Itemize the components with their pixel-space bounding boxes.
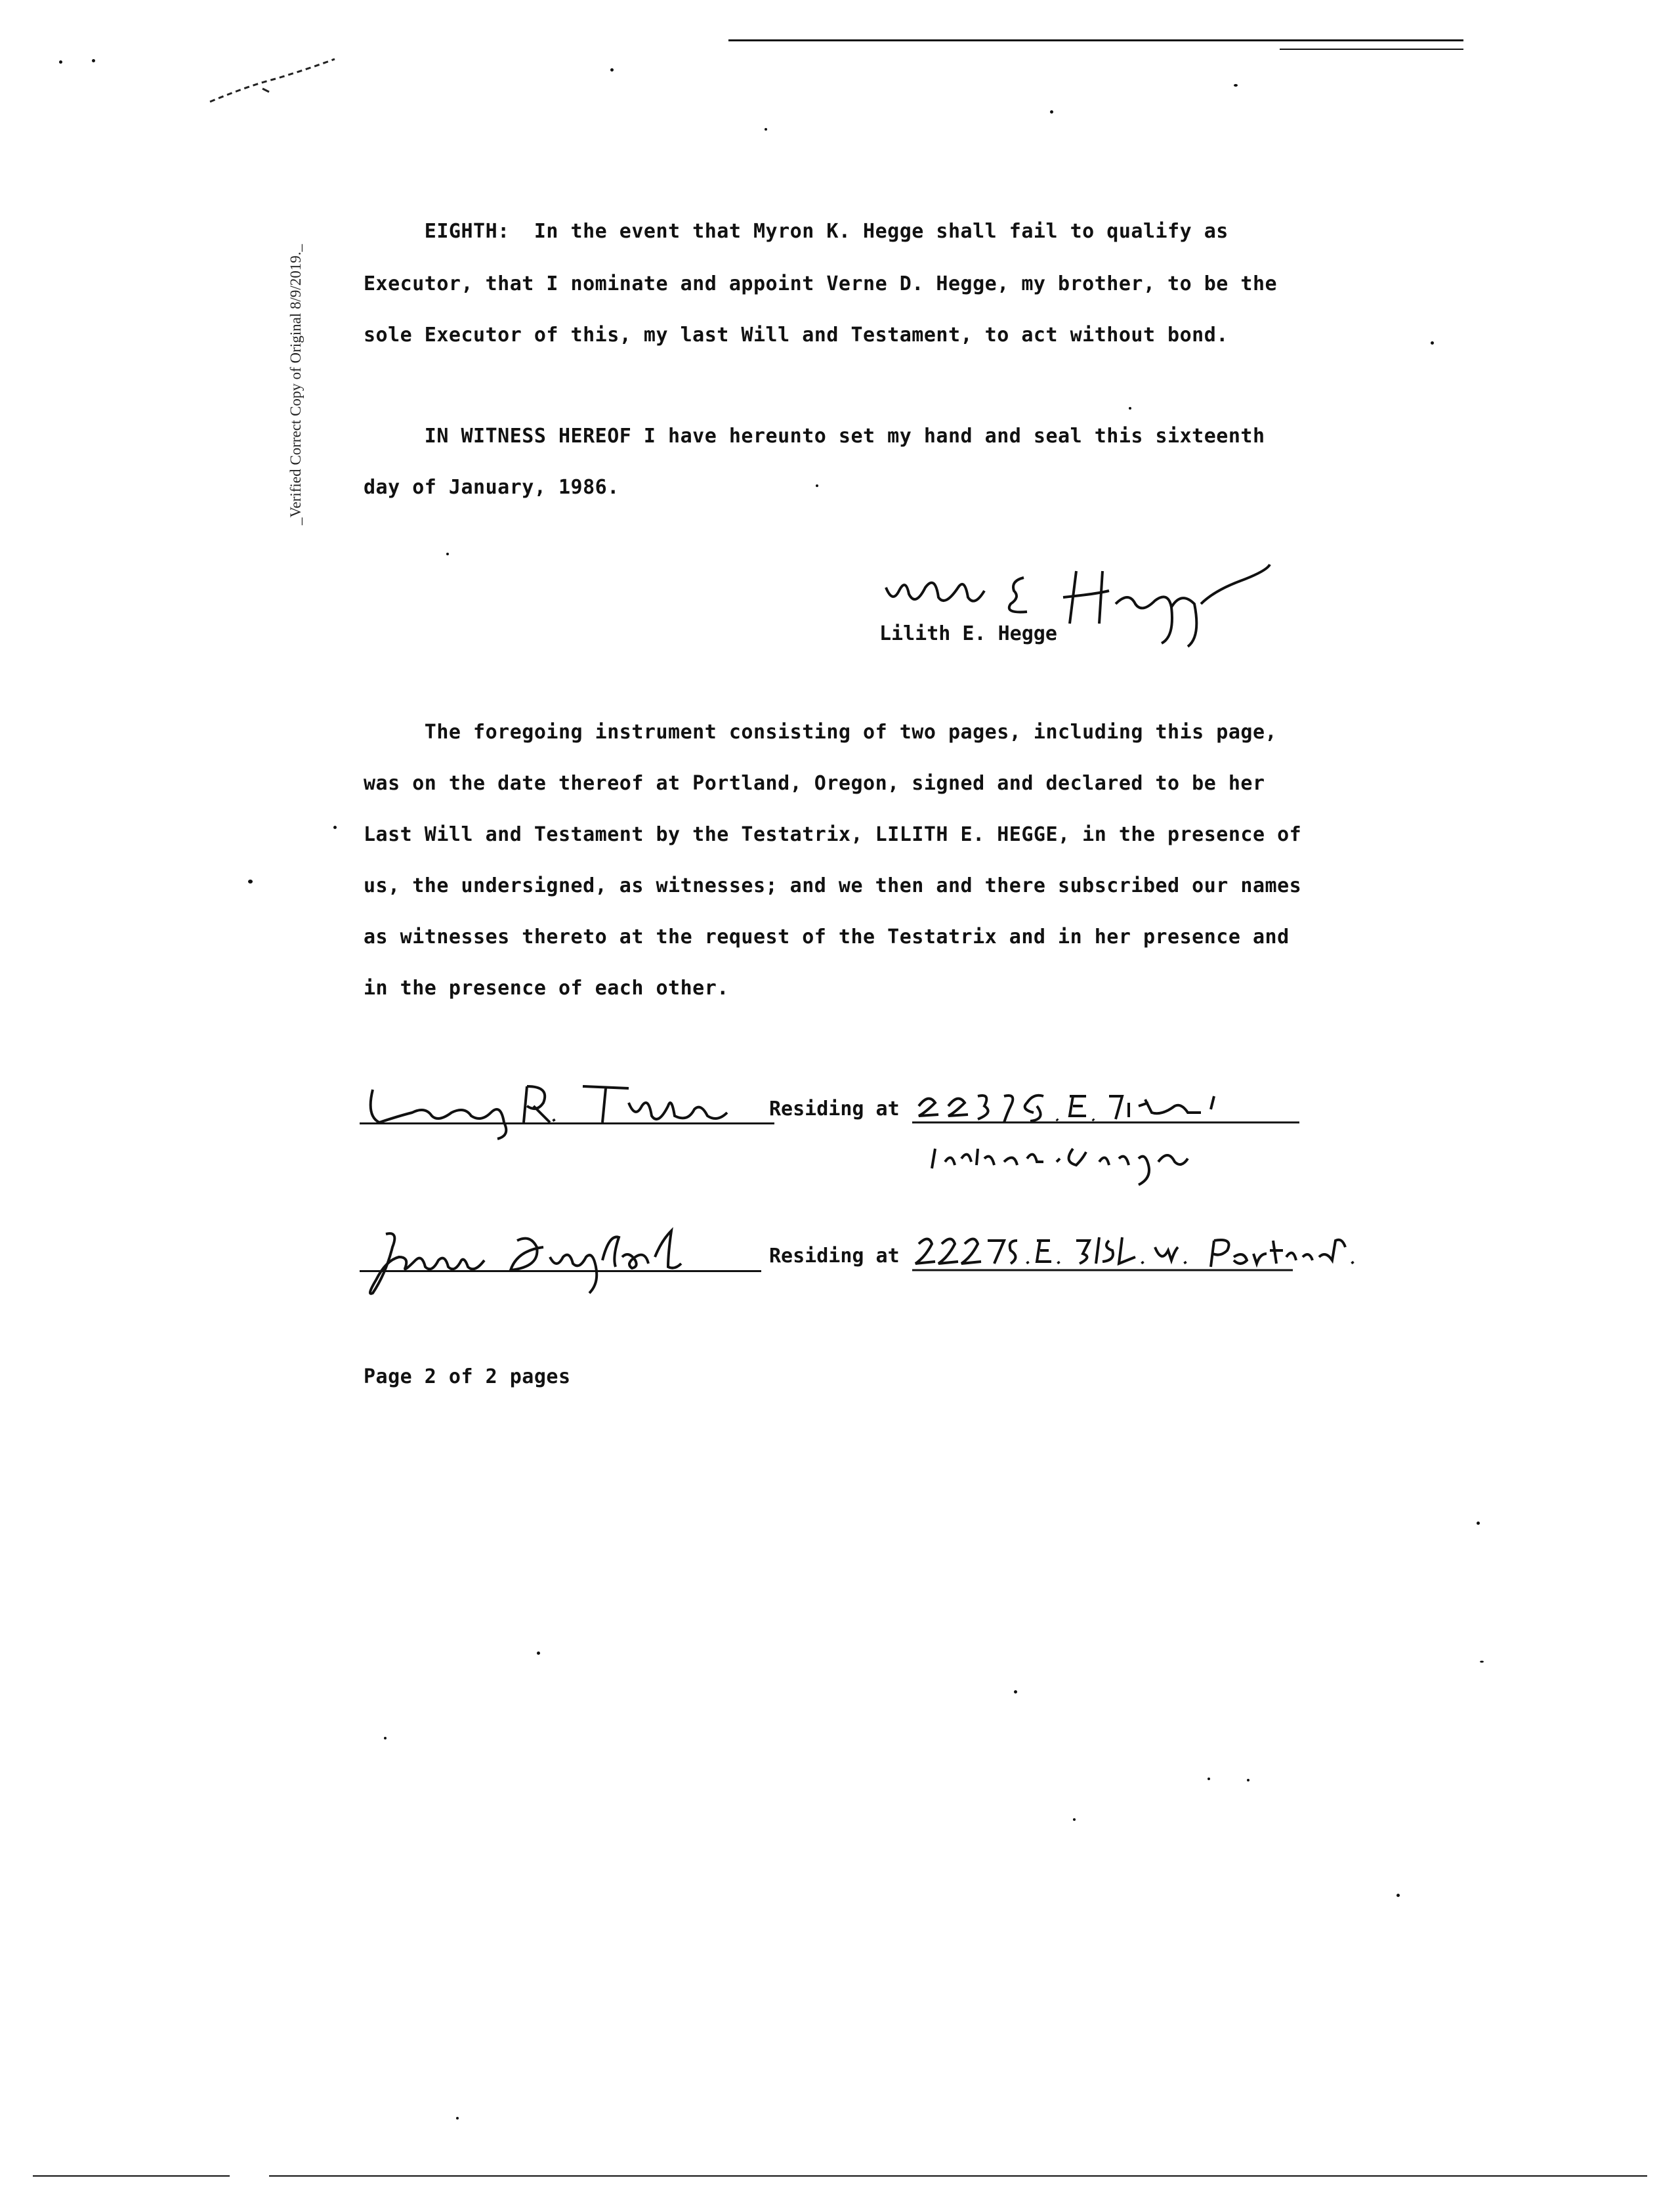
page-number: Page 2 of 2 pages [364,1365,571,1388]
attestation-line-1: The foregoing instrument consisting of two pages, including this page, [364,721,1278,744]
attestation-line-5: as witnesses thereto at the request of the Testatrix and in her presence and [364,926,1290,948]
scan-speck [1477,1522,1480,1525]
eighth-line-2: Executor, that I nominate and appoint Verne D. Hegge, my brother, to be the [364,272,1278,295]
witness-line-2: day of January, 1986. [364,476,620,499]
scan-border-bottom [269,2175,1647,2177]
scan-speck [765,128,767,131]
scan-speck [1247,1779,1250,1781]
scan-speck [1431,341,1434,345]
scan-border-top-2 [1280,49,1463,50]
attestation-line-6: in the presence of each other. [364,977,729,1000]
eighth-line-3: sole Executor of this, my last Will and Testament, to act without bond. [364,324,1228,347]
testatrix-printed-name: Lilith E. Hegge [879,622,1057,645]
scan-speck [1014,1690,1017,1694]
attestation-line-2: was on the date thereof at Portland, Oregon, signed and declared to be her [364,772,1265,795]
scan-speck [1480,1661,1484,1663]
scan-speck [333,826,337,829]
scan-scribble [197,39,354,105]
scan-speck [1234,84,1238,87]
scan-speck [1396,1894,1400,1897]
witness-1-signature-line [360,1122,774,1124]
scan-speck [59,60,62,64]
scan-speck [610,68,614,72]
scan-speck [1208,1778,1210,1780]
scan-speck [92,59,95,62]
scan-speck [1073,1818,1076,1821]
attestation-line-4: us, the undersigned, as witnesses; and we then and there subscribed our names [364,874,1302,897]
verification-stamp: _Verified Correct Copy of Original 8/9/2019._ [287,244,304,525]
witness-line-1: IN WITNESS HEREOF I have hereunto set my hand and seal this sixteenth [364,425,1265,448]
scan-speck [446,553,449,555]
witness-2-signature-line [360,1270,761,1272]
scan-border-bottom-left [33,2175,230,2177]
scan-speck [456,2117,459,2120]
scan-speck [248,880,253,884]
scan-speck [1129,407,1131,410]
scan-speck [1050,110,1053,114]
scan-speck [384,1737,387,1739]
witness-1-signature [360,1076,766,1142]
eighth-line-1: EIGHTH: In the event that Myron K. Hegge shall fail to qualify as [364,220,1228,243]
witness-1-residing-label: Residing at [769,1098,900,1120]
attestation-line-3: Last Will and Testament by the Testatrix, LILITH E. HEGGE, in the presence of [364,823,1302,846]
witness-2-residing-label: Residing at [769,1245,900,1268]
witness-2-address [912,1221,1385,1287]
scan-speck [537,1652,540,1655]
witness-1-address [912,1076,1319,1195]
scan-border-top [728,39,1463,41]
witness-2-signature [360,1221,727,1300]
